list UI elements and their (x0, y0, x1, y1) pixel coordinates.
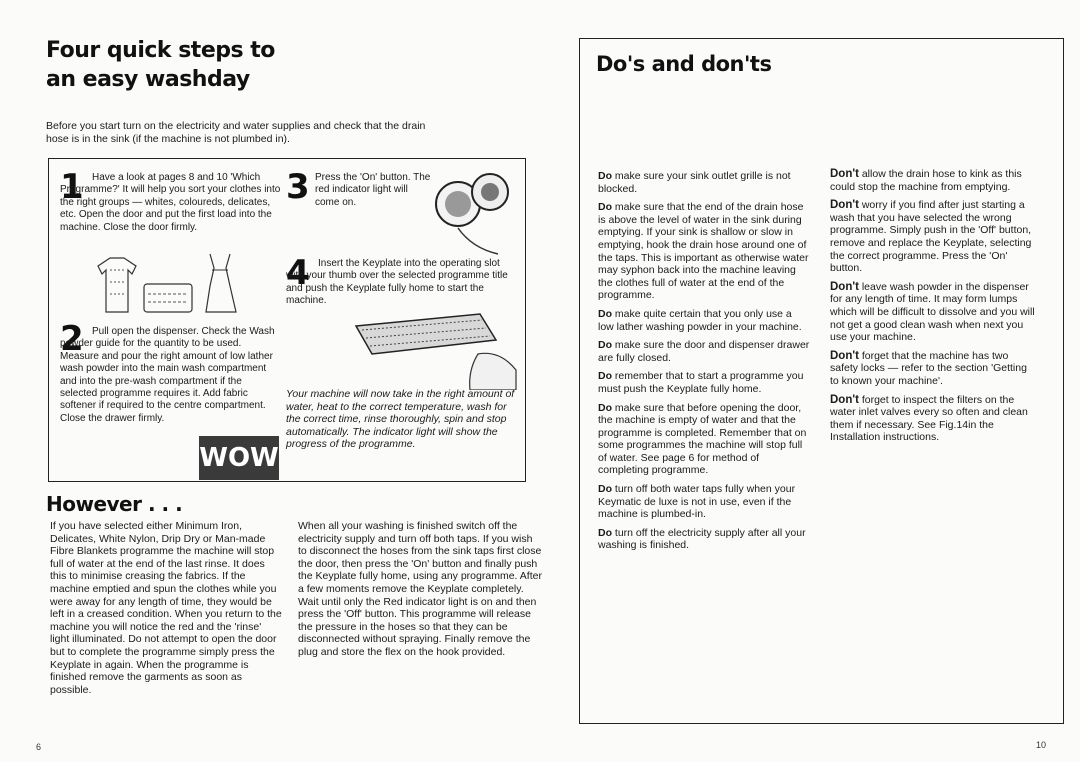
title-line-2: an easy washday (46, 67, 250, 92)
do-item: Do make sure that before opening the door, the machine is empty of water and that the programme is completed. Remember that on some programmes the machine will stop full of water. See page 6 for method of completing programme. (598, 401, 807, 477)
do-item: Do remember that to start a programme you must push the Keyplate fully home. (598, 370, 804, 395)
intro-paragraph: Before you start turn on the electricity and water supplies and check that the drain hose is in the sink (if the machine is not plumbed in). (46, 120, 426, 145)
page-title-steps (46, 36, 275, 94)
step-3-text: Press the 'On' button. The red indicator light will come on. (315, 172, 431, 208)
step-4-number: 4 (286, 253, 310, 293)
however-column-2: When all your washing is finished switch off the electricity supply and turn off both taps. If you wish to disconnect the hoses from the sink taps first close the door, then press the 'On' button and finally push the Keyplate fully home, using any programme. After a few moments remove the Keyplate completely. Wait until only the Red indicator light is on and then press the 'Off' button. This programme will release the pressure in the hoses so that they can be disconnected without spraying. Finally remove the plug and store the flex on the hook provided. (298, 520, 542, 658)
do-item: Do make sure that the end of the drain hose is above the level of water in the sink during emptying. If your sink is shallow or slow in emptying, hook the drain hose around one of the taps. This is important as otherwise water may syphon back into the machine leaving the clothes full of water at the end of the programme. (598, 201, 809, 302)
do-item: Do turn off both water taps fully when your Keymatic de luxe is not in use, even if the machine is plumbed-in. (598, 483, 796, 521)
do-item: Do make sure the door and dispenser drawer are fully closed. (598, 339, 810, 364)
dos-column (598, 170, 810, 558)
step-4-text: Insert the Keyplate into the operating slot with your thumb over the selected programme title and push the Keyplate fully home to start the machine. (286, 258, 508, 307)
programme-summary: Your machine will now take in the right amount of water, heat to the correct temperature, wash for the correct time, rinse thoroughly, spin and stop automatically. The indicator light will show the progress of the programme. (286, 388, 515, 451)
do-item: Do make sure your sink outlet grille is not blocked. (598, 170, 791, 195)
step-1-number: 1 (60, 167, 84, 207)
dont-item: Don't leave wash powder in the dispenser for any length of time. It may form lumps which will be difficult to dissolve and you will not get a good clean wash when next you use your machine. (830, 280, 1035, 344)
left-page-number: 6 (36, 742, 42, 752)
step-2-number: 2 (60, 319, 84, 359)
however-title: However . . . (46, 492, 183, 516)
title-line-1: Four quick steps to (46, 38, 275, 63)
step-3-number: 3 (286, 167, 310, 207)
dont-item: Don't forget to inspect the filters on the water inlet valves every so often and clean them if necessary. See Fig.14in the Installation instructions. (830, 393, 1028, 444)
step-2-text: Pull open the dispenser. Check the Wash powder guide for the quantity to be used. Measure and pour the right amount of low lather wash powder into the main wash compartment and into the pre-wash compartment if the selected programme requires it. Add fabric softener if required to the centre compartment. Close the drawer firmly. (60, 326, 275, 424)
right-page-number: 10 (1036, 740, 1047, 750)
dont-item: Don't worry if you find after just starting a wash that you have selected the wrong programme. Simply push in the 'Off' button, remove and replace the Keyplate, selecting the correct programme. Press the 'On' button. (830, 199, 1032, 275)
donts-column (830, 168, 1038, 450)
clothes-illustration (88, 250, 266, 320)
however-column-1: If you have selected either Minimum Iron, Delicates, White Nylon, Drip Dry or Man-made Fibre Blankets programme the machine will stop full of water at the end of the last rinse. It does this to minimise creasing the fabrics. If the machine emptied and spun the clothes while you were away for any length of time, they would be left in a creased condition. When you return to the machine you will notice the red and the 'rinse' light illuminated. Do not attempt to open the door but to complete the programme simply press the Keyplate in again. When the programme is finished remove the garments as soon as possible. (50, 520, 282, 696)
page-title-dos-donts: Do's and don'ts (596, 52, 772, 76)
wow-powder-pack: WOW (199, 436, 279, 480)
step-1-text: Have a look at pages 8 and 10 'Which Programme?' It will help you sort your clothes into the right groups — whites, coloureds, delicates, etc. Open the door and put the first load into the machine. Close the door firmly. (60, 172, 281, 233)
do-item: Do turn off the electricity supply after all your washing is finished. (598, 526, 806, 552)
keyplate-illustration (350, 310, 520, 390)
do-item: Do make quite certain that you only use a low lather washing powder in your machine. (598, 307, 802, 333)
dont-item: Don't forget that the machine has two safety locks — refer to the section 'Getting to known your machine'. (830, 349, 1027, 387)
on-button-illustration (428, 168, 518, 258)
dont-item: Don't allow the drain hose to kink as this could stop the machine from emptying. (830, 168, 1022, 193)
